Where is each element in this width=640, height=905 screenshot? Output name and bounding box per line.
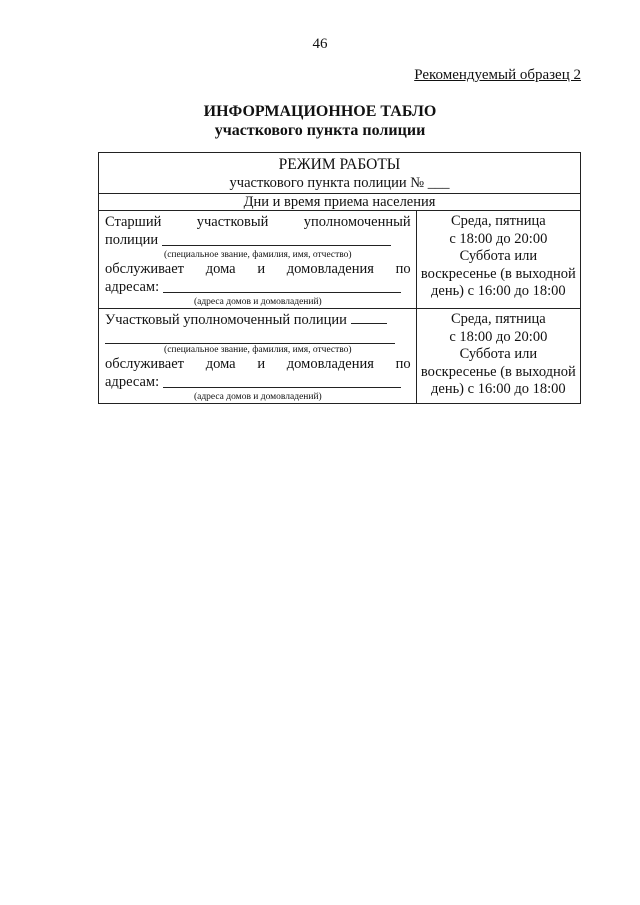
name-blank — [162, 231, 391, 246]
schedule-line: Среда, пятница — [450, 311, 546, 327]
name-blank — [105, 329, 395, 344]
address-caption: (адреса домов и домовладений) — [193, 297, 322, 307]
schedule-cell — [416, 211, 580, 309]
work-mode-header — [99, 153, 581, 194]
title-line-1: ИНФОРМАЦИОННОЕ ТАБЛО — [203, 103, 437, 120]
schedule-line: с 18:00 до 20:00 — [449, 328, 548, 345]
officer-label: полиции — [105, 232, 159, 248]
word: и — [257, 261, 266, 277]
schedule-line: с 18:00 до 20:00 — [449, 230, 548, 247]
word: домовладения — [286, 261, 374, 277]
address-line — [105, 373, 411, 391]
schedule-line: воскресенье (в выходной — [420, 265, 576, 282]
word: участковый — [196, 214, 269, 230]
title-line-2: участкового пункта полиции — [214, 122, 426, 139]
officer-name-line — [105, 231, 411, 249]
address-blank — [163, 278, 401, 293]
schedule-cell — [416, 309, 580, 404]
document-title — [0, 102, 640, 140]
schedule-line: воскресенье (в выходной — [420, 363, 576, 380]
word: уполномоченный — [303, 214, 411, 230]
schedule-line: Среда, пятница — [450, 213, 546, 229]
word: дома — [205, 261, 236, 277]
address-label: адресам: — [105, 279, 160, 295]
word: обслуживает — [105, 356, 184, 372]
sample-label: Рекомендуемый образец 2 — [414, 67, 581, 83]
short-blank — [351, 311, 387, 324]
word: обслуживает — [105, 261, 184, 277]
address-caption: (адреса домов и домовладений) — [193, 392, 322, 402]
officer-title: Участковый уполномоченный полиции — [105, 312, 347, 328]
address-blank — [163, 373, 401, 388]
page-number: 46 — [312, 36, 328, 52]
address-line — [105, 278, 411, 296]
officer-cell — [99, 309, 417, 404]
schedule-line: Суббота или — [459, 346, 538, 362]
serves-line — [105, 355, 411, 373]
word: дома — [205, 356, 236, 372]
word: по — [395, 356, 411, 372]
info-board-table — [98, 152, 581, 404]
schedule-line: день) с 16:00 до 18:00 — [431, 381, 566, 397]
table-row — [99, 309, 581, 404]
officer-title-line — [105, 213, 411, 231]
name-caption: (специальное звание, фамилия, имя, отчество) — [164, 345, 352, 355]
address-label: адресам: — [105, 374, 160, 390]
officer-title-line — [105, 311, 411, 329]
word: домовладения — [286, 356, 374, 372]
schedule-line: Суббота или — [459, 248, 538, 264]
word: по — [395, 261, 411, 277]
officer-cell — [99, 211, 417, 309]
table-row — [99, 211, 581, 309]
work-mode-title: РЕЖИМ РАБОТЫ — [278, 156, 401, 173]
station-number: участкового пункта полиции № ___ — [229, 175, 450, 191]
word: Старший — [105, 214, 162, 230]
reception-header: Дни и время приема населения — [99, 194, 581, 211]
word: и — [257, 356, 266, 372]
schedule-line: день) с 16:00 до 18:00 — [431, 283, 566, 299]
serves-line — [105, 260, 411, 278]
name-caption: (специальное звание, фамилия, имя, отчество) — [164, 250, 352, 260]
